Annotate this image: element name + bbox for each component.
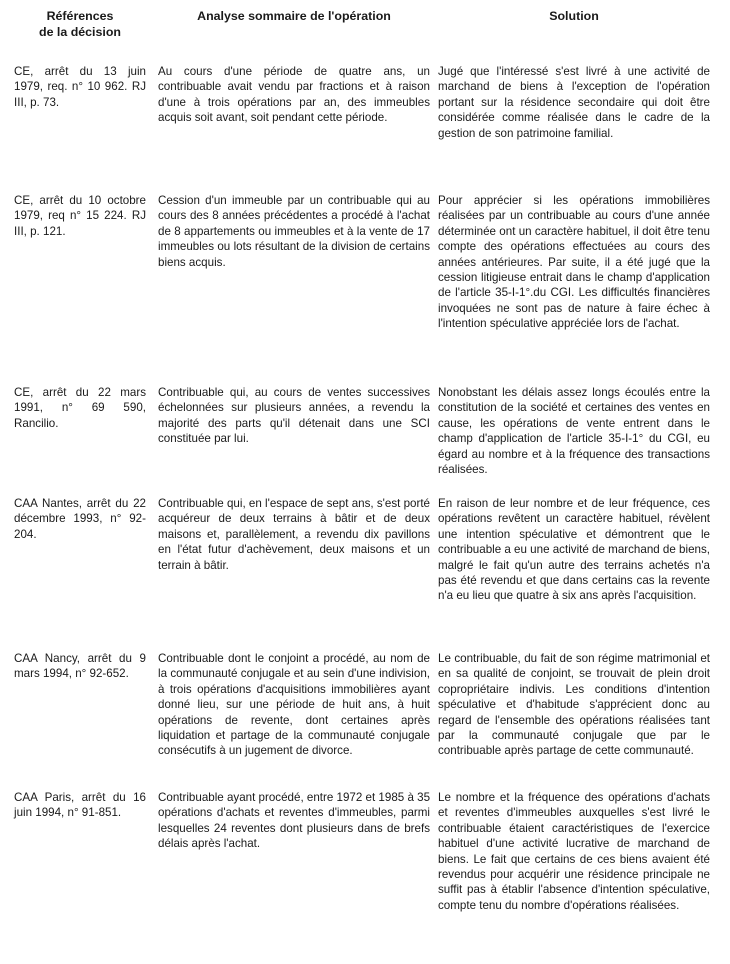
- analyse-cell: Contribuable qui, au cours de ventes successives échelonnées sur plusieurs années, a revendu la majorité des parts qu'il détenait dans une SCI constituée par lui.: [158, 386, 430, 446]
- reference-cell: CAA Nancy, arrêt du 9 mars 1994, n° 92-652.: [14, 652, 146, 681]
- analyse-cell: Contribuable dont le conjoint a procédé, au nom de la communauté conjugale et au sein d'une indivision, à trois opérations d'acquisitions immobilières ayant donné lieu, sur une période de huit ans, à huit opérations de revente, dont certaines après liquidation et partage de la communauté conjugale consécutifs à un jugement de divorce.: [158, 652, 430, 758]
- header-solution: Solution: [549, 9, 599, 23]
- reference-cell: CAA Nantes, arrêt du 22 décembre 1993, n° 92-204.: [14, 497, 146, 541]
- analyse-cell: Cession d'un immeuble par un contribuable qui au cours des 8 années précédentes a procédé à l'achat de 8 appartements ou immeubles et à la vente de 17 immeubles ou lots résultant de la division de certains biens acquis.: [158, 194, 430, 269]
- header-references: Références de la décision: [39, 9, 121, 39]
- solution-cell: Le contribuable, du fait de son régime matrimonial et en sa qualité de conjoint, se trouvait de plein droit copropriétaire indivis. Les conditions d'intention spéculative et d'habitude s'apprécient donc au regard de l'ensemble des opérations réalisées tant par la communauté conjugale que par le contribuable après partage de cette communauté.: [438, 652, 710, 758]
- solution-cell: Nonobstant les délais assez longs écoulés entre la constitution de la société et certaines des ventes en cause, les opérations de vente entrent dans le champ d'application de l'article 35-I-1° du CGI, eu égard au nombre et à la fréquence des transactions réalisées.: [438, 386, 710, 477]
- reference-cell: CAA Paris, arrêt du 16 juin 1994, n° 91-851.: [14, 791, 146, 820]
- analyse-cell: Contribuable ayant procédé, entre 1972 et 1985 à 35 opérations d'achats et reventes d'immeubles, parmi lesquelles 24 reventes dont plusieurs dans de brefs délais après l'achat.: [158, 791, 431, 851]
- solution-cell: Jugé que l'intéressé s'est livré à une activité de marchand de biens à l'exception de l'opération portant sur la résidence secondaire qui doit être considérée comme réalisée dans le cadre de la gestion de son patrimoine familial.: [438, 65, 710, 140]
- reference-cell: CE, arrêt du 22 mars 1991, n° 69 590, Rancilio.: [14, 386, 146, 430]
- table-header: [0, 8, 730, 44]
- header-analyse: Analyse sommaire de l'opération: [197, 9, 391, 23]
- reference-cell: CE, arrêt du 10 octobre 1979, req n° 15 224. RJ III, p. 121.: [14, 194, 146, 238]
- reference-cell: CE, arrêt du 13 juin 1979, req. n° 10 962. RJ III, p. 73.: [14, 65, 146, 109]
- solution-cell: Pour apprécier si les opérations immobilières réalisées par un contribuable au cours d'une année déterminée ont un caractère habituel, il doit être tenu compte des opérations effectuées au cours des années antérieures. Par suite, il a été jugé que la cession litigieuse entrait dans le champ d'application de l'article 35-I-1°.du CGI. Les difficultés financières invoquées ne sont pas de nature à faire échec à l'intention spéculative appréciée lors de l'achat.: [438, 194, 710, 331]
- solution-cell: Le nombre et la fréquence des opérations d'achats et reventes d'immeubles auxquelles s'est livré le contribuable étaient caractéristiques de l'exercice habituel d'une activité lucrative de marchand de biens. Le fait que certains de ces biens avaient été revendus pour acquérir une résidence principale ne suffit pas à établir l'absence d'intention spéculative, compte tenu du nombre d'opérations réalisées.: [438, 791, 710, 912]
- solution-cell: En raison de leur nombre et de leur fréquence, ces opérations revêtent un caractère habituel, révèlent une intention spéculative et démontrent que le contribuable a eu une activité de marchand de biens, malgré le fait qu'un autre des terrains achetés n'a pas été revendu et que dans certains cas la revente n'a eu lieu que quatre à six ans après l'acquisition.: [438, 497, 710, 603]
- analyse-cell: Contribuable qui, en l'espace de sept ans, s'est porté acquéreur de deux terrains à bâtir et de deux maisons et, parallèlement, a revendu dix pavillons en l'état futur d'achèvement, deux maisons et un terrain à bâtir.: [158, 497, 430, 572]
- analyse-cell: Au cours d'une période de quatre ans, un contribuable avait vendu par fractions et à raison d'une à trois opérations par an, des immeubles acquis soit avant, soit pendant cette période.: [158, 65, 430, 125]
